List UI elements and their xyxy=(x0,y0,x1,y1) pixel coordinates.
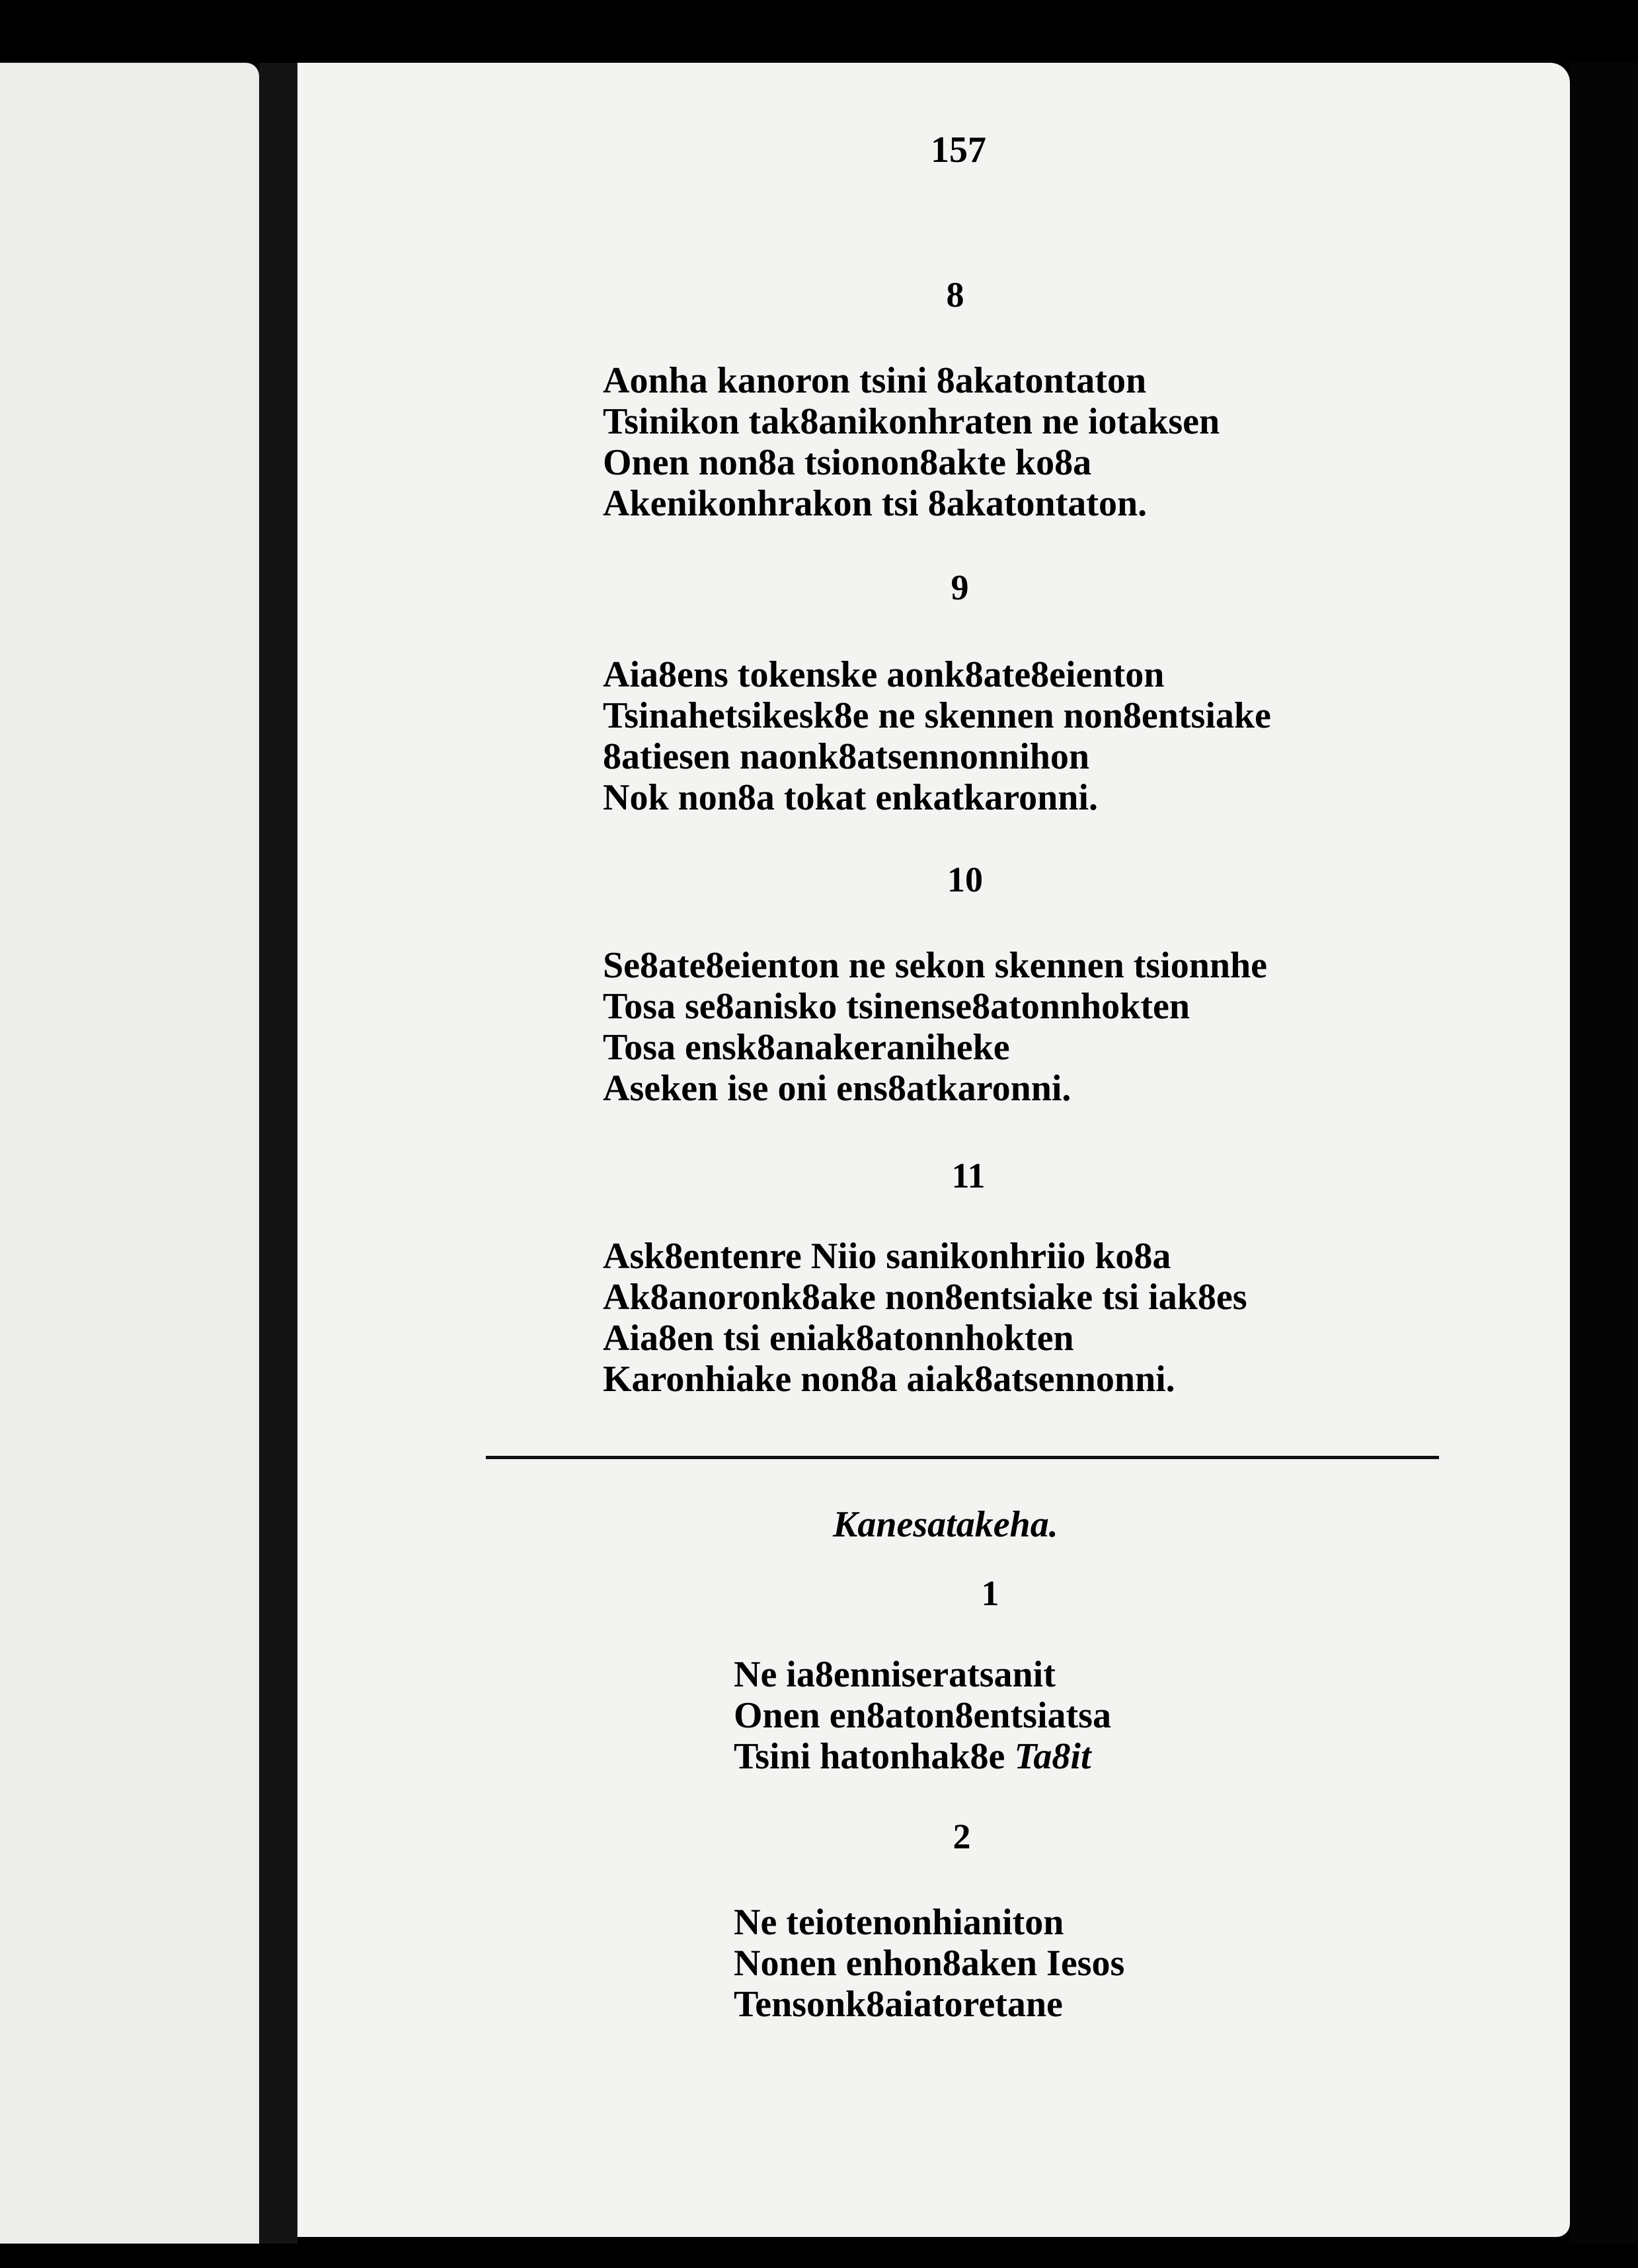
stanza xyxy=(603,1236,1247,1400)
stanza-line: 8atiesen naonk8atsennonnihon xyxy=(603,736,1090,777)
stanza-line: Aia8en tsi eniak8atonnhokten xyxy=(603,1318,1074,1359)
stanza-line: Tsinikon tak8anikonhraten ne iotaksen xyxy=(603,401,1220,442)
stanza-line: Aia8ens tokenske aonk8ate8eienton xyxy=(603,654,1165,695)
verse-line: Ne teiotenonhianiton xyxy=(734,1902,1064,1943)
verse-line: Tensonk8aiatoretane xyxy=(734,1984,1063,2025)
italic-name: Ta8it xyxy=(1014,1736,1091,1777)
stanza-number: 9 xyxy=(951,568,969,607)
section-divider xyxy=(486,1456,1439,1459)
stanza xyxy=(603,360,1220,524)
stanza-line: Karonhiake non8a aiak8atsennonni. xyxy=(603,1359,1175,1400)
section-heading: Kanesatakeha. xyxy=(833,1504,1058,1545)
stanza-number: 11 xyxy=(951,1156,986,1195)
verse xyxy=(734,1902,1124,2025)
stanza-line: Akenikonhrakon tsi 8akatontaton. xyxy=(603,483,1148,524)
stanza-line: Tosa se8anisko tsinense8atonnhokten xyxy=(603,986,1190,1027)
verse-line-text: Tsini hatonhak8e xyxy=(734,1736,1005,1777)
verse-number: 1 xyxy=(981,1573,999,1613)
stanza-line: Ak8anoronk8ake non8entsiake tsi iak8es xyxy=(603,1277,1247,1318)
page-number: 157 xyxy=(931,130,986,170)
book-gutter xyxy=(259,63,297,2244)
verse-line xyxy=(734,1736,1111,1777)
stanza-line: Onen non8a tsionon8akte ko8a xyxy=(603,442,1092,483)
stanza xyxy=(603,945,1267,1109)
facing-page-edge xyxy=(0,63,259,2244)
stanza-line: Aonha kanoron tsini 8akatontaton xyxy=(603,360,1147,401)
stanza-line: Ask8entenre Niio sanikonhriio ko8a xyxy=(603,1236,1171,1277)
stanza-line: Tosa ensk8anakeraniheke xyxy=(603,1027,1010,1068)
stanza-line: Se8ate8eienton ne sekon skennen tsionnhe xyxy=(603,945,1268,986)
stanza-number: 8 xyxy=(946,275,964,315)
verse xyxy=(734,1654,1111,1777)
stanza-line: Nok non8a tokat enkatkaronni. xyxy=(603,777,1098,818)
verse-line: Nonen enhon8aken Iesos xyxy=(734,1943,1125,1984)
verse-line: Onen en8aton8entsiatsa xyxy=(734,1695,1111,1736)
scan-border xyxy=(1570,63,1638,2244)
stanza xyxy=(603,654,1271,818)
verse-line: Ne ia8enniseratsanit xyxy=(734,1654,1056,1695)
verse-number: 2 xyxy=(953,1817,971,1856)
stanza-line: Aseken ise oni ens8atkaronni. xyxy=(603,1068,1072,1109)
stanza-line: Tsinahetsikesk8e ne skennen non8entsiake xyxy=(603,695,1271,736)
stanza-number: 10 xyxy=(947,860,983,899)
